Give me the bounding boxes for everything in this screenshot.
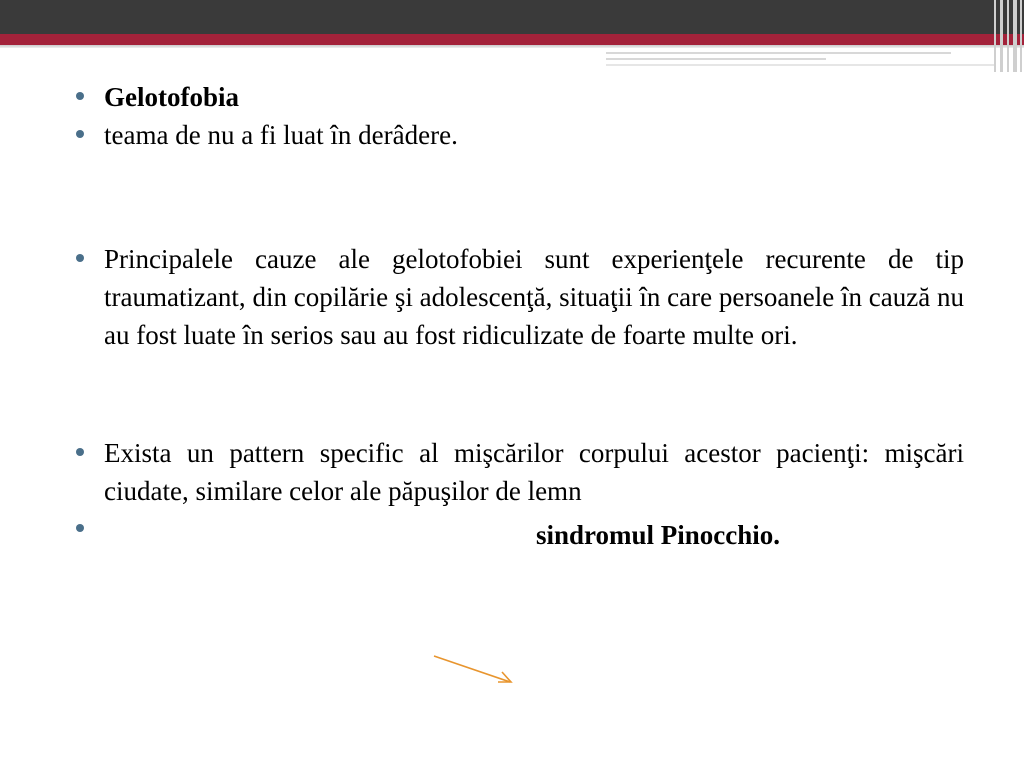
bullet-item-pattern bbox=[74, 434, 964, 510]
bullet-dot-icon bbox=[76, 254, 84, 262]
bullet-text: Exista un pattern specific al mişcărilor corpului acestor pacienţi: mişcări ciudate, similare celor ale păpuşilor de lemn bbox=[104, 438, 964, 506]
bullet-item-definition bbox=[74, 116, 964, 154]
bullet-item-causes bbox=[74, 240, 964, 354]
bullet-text: sindromul Pinocchio. bbox=[536, 520, 781, 550]
bullet-dot-icon bbox=[76, 448, 84, 456]
bullet-list bbox=[74, 78, 964, 550]
bullet-item-syndrome bbox=[74, 510, 964, 550]
slide-body bbox=[74, 78, 964, 550]
bullet-item-title bbox=[74, 78, 964, 116]
bullet-dot-icon bbox=[76, 92, 84, 100]
slide-top-bar bbox=[0, 0, 1024, 34]
bullet-text: Gelotofobia bbox=[104, 82, 239, 112]
decorative-header-lines bbox=[606, 42, 1006, 72]
bullet-dot-icon bbox=[76, 130, 84, 138]
bullet-text: Principalele cauze ale gelotofobiei sunt experienţele recurente de tip traumatizant, din copilărie şi adolescenţă, situaţii în care persoanele în cauză nu au fost luate în serios sau au fost ridiculizate de foarte multe ori. bbox=[104, 244, 964, 350]
decorative-vertical-bars bbox=[990, 0, 1024, 72]
bullet-dot-icon bbox=[76, 524, 84, 532]
arrow-icon bbox=[432, 652, 516, 688]
bullet-text: teama de nu a fi luat în derâdere. bbox=[104, 120, 458, 150]
